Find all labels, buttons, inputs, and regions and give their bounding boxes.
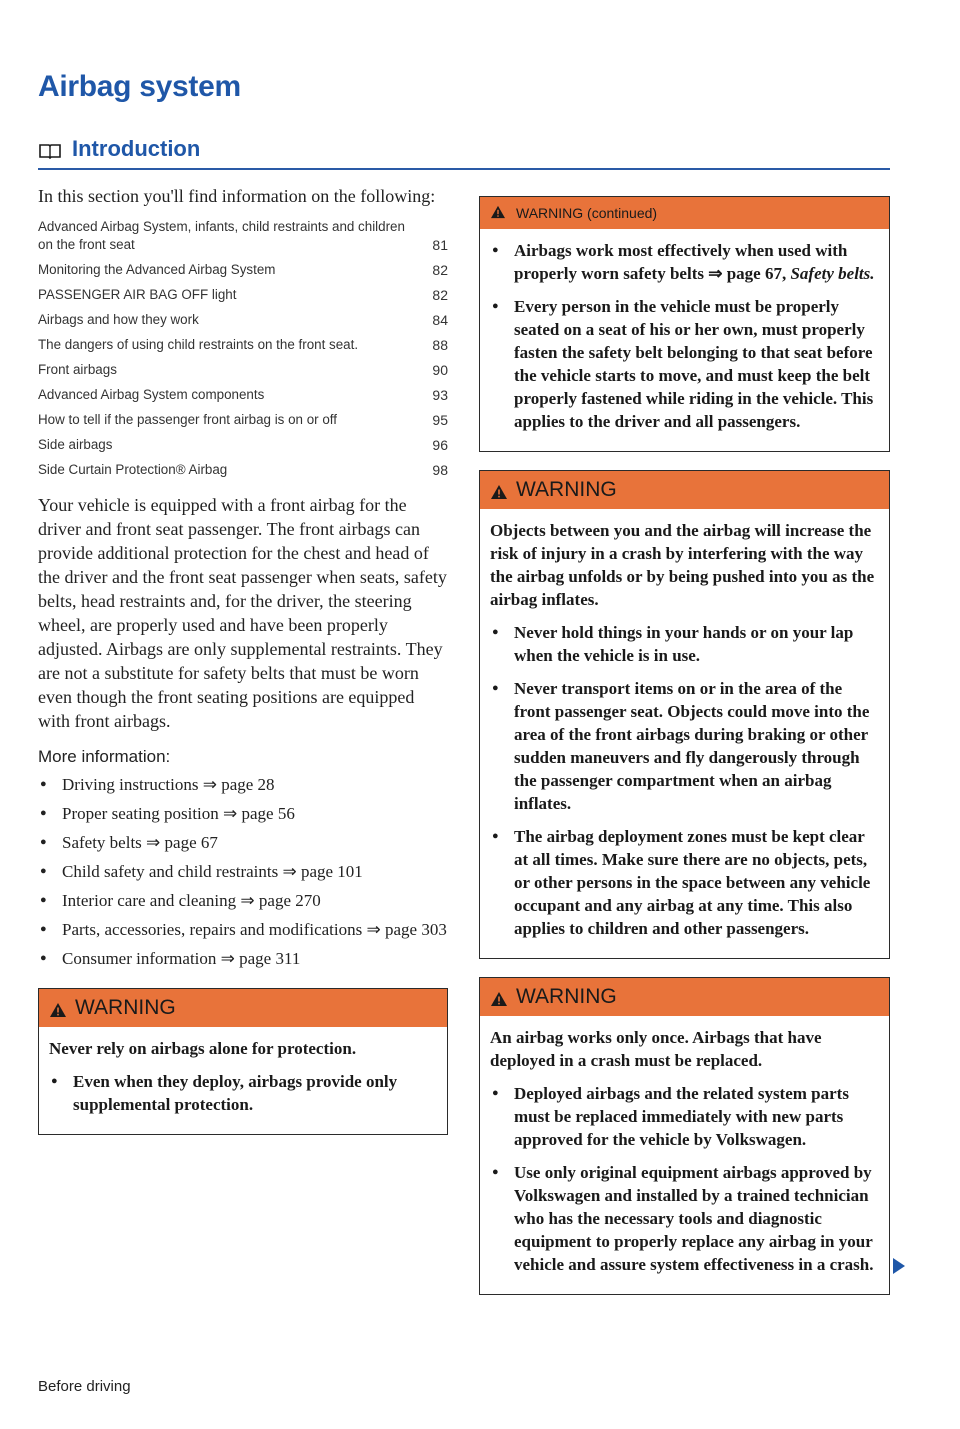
warning-item: ● Use only original equipment airbags approved by Volkswagen and installed by a trained technician who has the necessary tools and diagnostic equipment to properly replace any airbag in your vehicle and assure system effectiveness in a crash. [490,1161,879,1276]
toc-row[interactable] [38,311,448,329]
toc-row[interactable] [38,386,448,404]
warning-body [480,229,889,451]
next-page-arrow-icon[interactable] [893,1258,905,1274]
toc-page: 93 [432,387,448,403]
toc-row[interactable] [38,218,448,254]
left-column [38,184,448,1135]
warning-box-replace [479,977,890,1295]
warning-box-continued [479,196,890,452]
toc-page: 90 [432,362,448,378]
warning-item: ● Deployed airbags and the related system parts must be replaced immediately with new parts approved for the vehicle by Volkswagen. [490,1082,879,1151]
section-divider [38,168,890,170]
warning-body [480,509,889,958]
warning-item: ● Never transport items on or in the area of the front passenger seat. Objects could move into the area of the front airbags during braking or other sudden maneuvers and fly dangerously through the passenger compartment when an airbag inflates. [490,677,879,815]
warning-triangle-icon [490,205,508,221]
toc-title: How to tell if the passenger front airbag is on or off [38,412,337,427]
intro-text: In this section you'll find information on the following: [38,186,436,206]
warning-item: ● The airbag deployment zones must be kept clear at all times. Make sure there are no objects, pets, or other persons in the space between any vehicle occupant and any airbag at any time. This also applies to children and other passengers. [490,825,879,940]
list-item[interactable]: ● Interior care and cleaning ⇒ page 270 [38,889,448,912]
toc-row[interactable] [38,461,448,479]
toc-row[interactable] [38,261,448,279]
warning-triangle-icon [490,989,508,1005]
page-title: Airbag system [38,70,241,103]
warning-box-objects [479,470,890,959]
toc-title: Monitoring the Advanced Airbag System [38,262,276,277]
warning-label: WARNING [75,996,176,1019]
page-footer: Before driving [38,1378,131,1395]
toc-title: Advanced Airbag System, infants, child restraints and children on the front seat [38,219,405,252]
list-item[interactable]: ● Safety belts ⇒ page 67 [38,831,448,854]
more-info-heading: More information: [38,747,171,766]
right-column [479,196,890,1295]
toc-page: 88 [432,337,448,353]
warning-header [480,471,889,509]
body-text: Your vehicle is equipped with a front airbag for the driver and front seat passenger. The front airbags can provide additional protection for the chest and head of the driver and the front seat passenger when seats, safety belts, head restraints and, for the driver, the steering wheel, are properly used and have been properly adjusted. Airbags are only supplemental restraints. They are not a substitute for safety belts that must be worn even though the front seating positions are equipped with front airbags. [38,495,447,731]
warning-box [38,988,448,1135]
warning-body [480,1016,889,1294]
toc-row[interactable] [38,436,448,454]
list-item[interactable]: ● Driving instructions ⇒ page 28 [38,773,448,796]
toc-page: 82 [432,262,448,278]
toc-page: 96 [432,437,448,453]
toc-title: Airbags and how they work [38,312,199,327]
toc-page: 82 [432,287,448,303]
toc-row[interactable] [38,361,448,379]
toc-title: Side airbags [38,437,113,452]
warning-triangle-icon [49,1000,67,1016]
toc [38,218,448,479]
warning-item [490,239,879,285]
toc-title: Advanced Airbag System components [38,387,265,402]
toc-title: Side Curtain Protection® Airbag [38,462,228,477]
warning-label: WARNING [516,985,617,1008]
warning-item-text: Airbags work most effectively when used with properly worn safety belts ⇒ page 67, [514,241,848,283]
warning-lead: Objects between you and the airbag will increase the risk of injury in a crash by interfering with the way the airbag unfolds or by being pushed into you as the airbag inflates. [490,521,875,609]
warning-header [480,197,889,229]
warning-label: WARNING [516,478,617,501]
toc-page: 81 [432,237,448,253]
section-heading [38,136,200,162]
toc-title: PASSENGER AIR BAG OFF light [38,287,237,302]
warning-item: ● Never hold things in your hands or on your lap when the vehicle is in use. [490,621,879,667]
more-info-list [38,773,448,970]
book-icon [38,140,62,158]
warning-item: ● Every person in the vehicle must be properly seated on a seat of his or her own, must properly fasten the safety belt belonging to that seat before the vehicle starts to move, and must keep the belt properly fastened while riding in the vehicle. This applies to the driver and all passengers. [490,295,879,433]
list-item[interactable]: ● Child safety and child restraints ⇒ page 101 [38,860,448,883]
warning-item-link[interactable]: Safety belts. [790,264,875,283]
warning-lead: An airbag works only once. Airbags that have deployed in a crash must be replaced. [490,1028,822,1070]
toc-row[interactable] [38,336,448,354]
toc-title: Front airbags [38,362,117,377]
warning-item: ● Even when they deploy, airbags provide only supplemental protection. [49,1070,437,1116]
toc-title: The dangers of using child restraints on the front seat. [38,337,359,352]
warning-header [39,989,447,1027]
toc-row[interactable] [38,286,448,304]
list-item[interactable]: ● Parts, accessories, repairs and modifications ⇒ page 303 [38,918,448,941]
list-item[interactable]: ● Consumer information ⇒ page 311 [38,947,448,970]
warning-lead: Never rely on airbags alone for protection. [49,1039,357,1058]
toc-page: 84 [432,312,448,328]
warning-label: WARNING (continued) [516,205,658,221]
toc-page: 98 [432,462,448,478]
warning-body [39,1027,447,1134]
section-title: Introduction [72,136,201,161]
toc-row[interactable] [38,411,448,429]
list-item[interactable]: ● Proper seating position ⇒ page 56 [38,802,448,825]
warning-triangle-icon [490,482,508,498]
toc-page: 95 [432,412,448,428]
warning-header [480,978,889,1016]
